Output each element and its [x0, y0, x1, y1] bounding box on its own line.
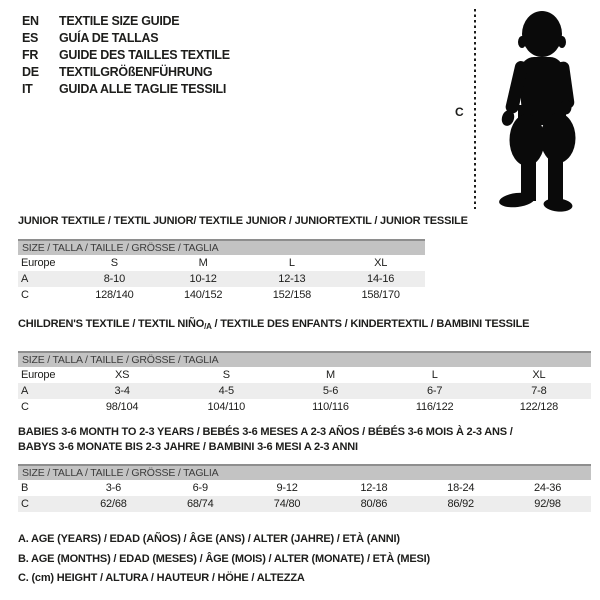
months-cell: 3-6 — [105, 482, 122, 494]
months-cell: 24-36 — [534, 482, 562, 494]
size-cell: XL — [374, 257, 388, 269]
guide-title-it: GUIDA ALLE TAGLIE TESSILI — [59, 82, 227, 96]
height-figure — [450, 3, 598, 215]
height-cell: 116/122 — [415, 401, 454, 413]
language-code: FR — [22, 48, 39, 62]
height-cell: 122/128 — [519, 401, 559, 413]
size-header-row — [18, 465, 591, 480]
size-cell: S — [222, 369, 230, 381]
legend-line-c: C. (cm) HEIGHT / ALTURA / HAUTEUR / HÖHE / ALTEZZA — [18, 572, 305, 584]
table-row-height — [18, 287, 425, 303]
language-row-it — [22, 81, 230, 98]
months-cell: 9-12 — [276, 482, 298, 494]
age-cell: 14-16 — [336, 271, 425, 287]
size-cell: XL — [532, 369, 546, 381]
size-cell: M — [198, 257, 208, 269]
guide-title-es: GUÍA DE TALLAS — [59, 31, 159, 45]
row-label: C — [21, 289, 29, 301]
babies-size-table — [18, 464, 591, 512]
height-measure-line — [474, 9, 476, 209]
height-cell: 92/98 — [504, 496, 591, 512]
size-header-row — [18, 352, 591, 367]
size-header-label: SIZE / TALLA / TAILLE / GRÖSSE / TAGLIA — [18, 465, 591, 480]
height-cell: 74/80 — [244, 496, 331, 512]
size-cell: L — [288, 257, 295, 269]
height-cell: 62/68 — [70, 496, 157, 512]
table-row-age — [18, 271, 425, 287]
table-row-europe — [18, 367, 591, 383]
height-cell: 104/110 — [207, 401, 246, 413]
table-row-months — [18, 480, 591, 496]
language-row-de — [22, 64, 230, 81]
guide-title-fr: GUIDE DES TAILLES TEXTILE — [59, 48, 230, 62]
table-row-height — [18, 399, 591, 415]
children-size-table — [18, 351, 591, 415]
row-label: A — [18, 383, 70, 399]
babies-title-line2: BABYS 3-6 MONATE BIS 2-3 JAHRE / BAMBINI 3-6 MESI A 2-3 ANNI — [18, 441, 358, 453]
height-cell: 68/74 — [157, 496, 244, 512]
children-title-sub: /A — [204, 322, 212, 331]
age-cell: 3-4 — [70, 383, 174, 399]
legend-line-a: A. AGE (YEARS) / EDAD (AÑOS) / ÂGE (ANS) / ALTER (JAHRE) / ETÀ (ANNI) — [18, 533, 400, 545]
age-cell: 6-7 — [383, 383, 487, 399]
row-label: B — [21, 482, 29, 494]
height-cell: 140/152 — [183, 289, 223, 301]
table-row-europe — [18, 255, 425, 271]
babies-section-title — [18, 425, 578, 455]
baby-silhouette-icon — [485, 3, 598, 213]
table-row-age — [18, 383, 591, 399]
size-header-label: SIZE / TALLA / TAILLE / GRÖSSE / TAGLIA — [18, 352, 591, 367]
legend-line-b: B. AGE (MONTHS) / EDAD (MESES) / ÂGE (MOIS) / ALTER (MONATE) / ETÀ (MESI) — [18, 552, 430, 565]
months-cell: 6-9 — [192, 482, 208, 494]
height-cell: 128/140 — [95, 289, 134, 301]
junior-size-table — [18, 239, 425, 303]
age-cell: 12-13 — [248, 271, 337, 287]
children-title-pre: CHILDREN'S TEXTILE / TEXTIL NIÑO — [18, 318, 205, 330]
size-header-row — [18, 240, 425, 255]
height-measure-label: C — [455, 105, 464, 119]
months-cell: 12-18 — [360, 482, 388, 494]
age-cell: 7-8 — [487, 383, 591, 399]
months-cell: 18-24 — [447, 482, 475, 494]
guide-title-en: TEXTILE SIZE GUIDE — [59, 14, 180, 28]
height-cell: 86/92 — [417, 496, 504, 512]
babies-title-line1: BABIES 3-6 MONTH TO 2-3 YEARS / BEBÉS 3-6 MESES A 2-3 AÑOS / BÉBÉS 3-6 MOIS À 2-3 ANS / — [18, 426, 513, 438]
language-code: DE — [22, 65, 39, 79]
language-list — [22, 13, 230, 98]
height-cell: 152/158 — [272, 289, 312, 301]
height-cell: 98/104 — [105, 401, 139, 413]
size-cell: L — [431, 369, 438, 381]
measure-legend — [18, 530, 430, 589]
height-cell: 158/170 — [361, 289, 400, 301]
age-cell: 5-6 — [278, 383, 382, 399]
junior-section-title: JUNIOR TEXTILE / TEXTIL JUNIOR/ TEXTILE JUNIOR / JUNIORTEXTIL / JUNIOR TESSILE — [18, 215, 468, 227]
language-row-fr — [22, 47, 230, 64]
height-cell: 110/116 — [312, 401, 349, 413]
row-label: Europe — [21, 369, 56, 381]
children-title-post: / TEXTILE DES ENFANTS / KINDERTEXTIL / BAMBINI TESSILE — [211, 318, 530, 330]
row-label: Europe — [21, 257, 56, 269]
language-row-en — [22, 13, 230, 30]
size-header-label: SIZE / TALLA / TAILLE / GRÖSSE / TAGLIA — [18, 240, 425, 255]
language-code: IT — [22, 82, 33, 96]
age-cell: 10-12 — [159, 271, 248, 287]
language-code: EN — [22, 14, 39, 28]
row-label: C — [18, 496, 70, 512]
size-cell: M — [325, 369, 335, 381]
row-label: C — [21, 401, 29, 413]
table-row-height — [18, 496, 591, 512]
age-cell: 4-5 — [174, 383, 278, 399]
language-code: ES — [22, 31, 39, 45]
size-cell: XS — [114, 369, 130, 381]
age-cell: 8-10 — [70, 271, 159, 287]
children-section-title — [18, 317, 529, 334]
size-cell: S — [110, 257, 118, 269]
guide-title-de: TEXTILGRÖßENFÜHRUNG — [59, 65, 213, 79]
height-cell: 80/86 — [330, 496, 417, 512]
row-label: A — [18, 271, 70, 287]
language-row-es — [22, 30, 230, 47]
